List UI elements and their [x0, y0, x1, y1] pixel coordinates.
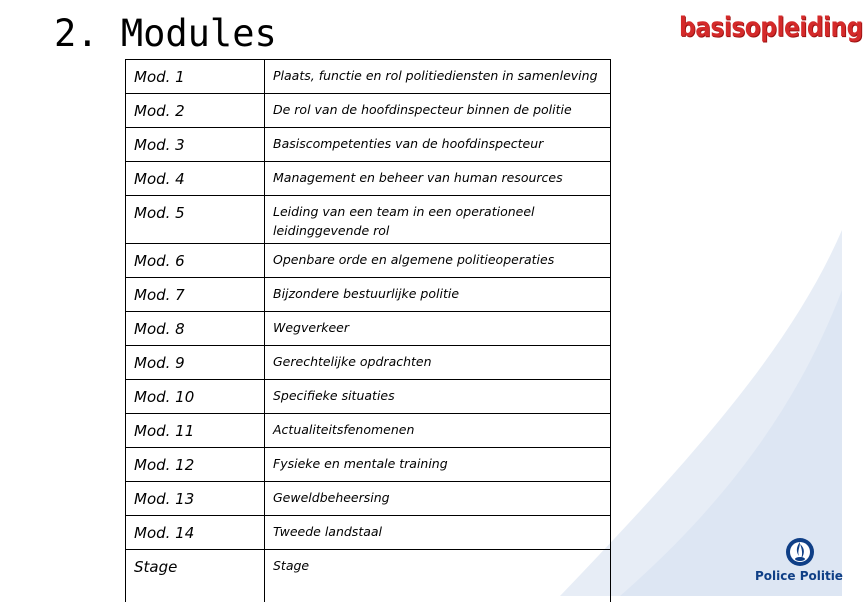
- module-description: Actualiteitsfenomenen: [265, 414, 611, 448]
- module-code: Mod. 9: [126, 346, 265, 380]
- table-row: [126, 550, 611, 602]
- module-description: Stage: [265, 550, 611, 602]
- module-code: Mod. 6: [126, 244, 265, 278]
- module-code: Stage: [126, 550, 265, 602]
- module-description: Tweede landstaal: [265, 516, 611, 550]
- table-row: [126, 516, 611, 550]
- logo-label: Police Politie: [755, 569, 843, 583]
- table-row: [126, 94, 611, 128]
- table-row: [126, 162, 611, 196]
- module-description: Gerechtelijke opdrachten: [265, 346, 611, 380]
- table-row: [126, 278, 611, 312]
- table-row: [126, 414, 611, 448]
- module-code: Mod. 13: [126, 482, 265, 516]
- module-description: Bijzondere bestuurlijke politie: [265, 278, 611, 312]
- module-description: Leiding van een team in een operationeel leidinggevende rol: [265, 196, 611, 244]
- module-description: Geweldbeheersing: [265, 482, 611, 516]
- module-code: Mod. 10: [126, 380, 265, 414]
- module-code: Mod. 14: [126, 516, 265, 550]
- table-row: [126, 482, 611, 516]
- module-code: Mod. 1: [126, 60, 265, 94]
- table-row: [126, 312, 611, 346]
- modules-table: [125, 59, 611, 602]
- table-row: [126, 128, 611, 162]
- table-row: [126, 448, 611, 482]
- module-description: Openbare orde en algemene politieoperaties: [265, 244, 611, 278]
- police-emblem-icon: [755, 535, 842, 569]
- module-code: Mod. 7: [126, 278, 265, 312]
- police-logo: [755, 535, 842, 596]
- module-description: Specifieke situaties: [265, 380, 611, 414]
- module-description: Plaats, functie en rol politiediensten in samenleving: [265, 60, 611, 94]
- module-code: Mod. 8: [126, 312, 265, 346]
- module-description: Fysieke en mentale training: [265, 448, 611, 482]
- module-code: Mod. 2: [126, 94, 265, 128]
- module-code: Mod. 11: [126, 414, 265, 448]
- module-code: Mod. 12: [126, 448, 265, 482]
- brand-title: basisopleiding: [679, 12, 863, 43]
- module-description: Basiscompetenties van de hoofdinspecteur: [265, 128, 611, 162]
- page-title: 2. Modules: [54, 12, 277, 55]
- table-row: [126, 346, 611, 380]
- table-row: [126, 380, 611, 414]
- table-row: [126, 244, 611, 278]
- module-code: Mod. 5: [126, 196, 265, 244]
- module-description: Management en beheer van human resources: [265, 162, 611, 196]
- table-row: [126, 60, 611, 94]
- module-description: Wegverkeer: [265, 312, 611, 346]
- table-row: [126, 196, 611, 244]
- module-code: Mod. 4: [126, 162, 265, 196]
- module-code: Mod. 3: [126, 128, 265, 162]
- module-description: De rol van de hoofdinspecteur binnen de politie: [265, 94, 611, 128]
